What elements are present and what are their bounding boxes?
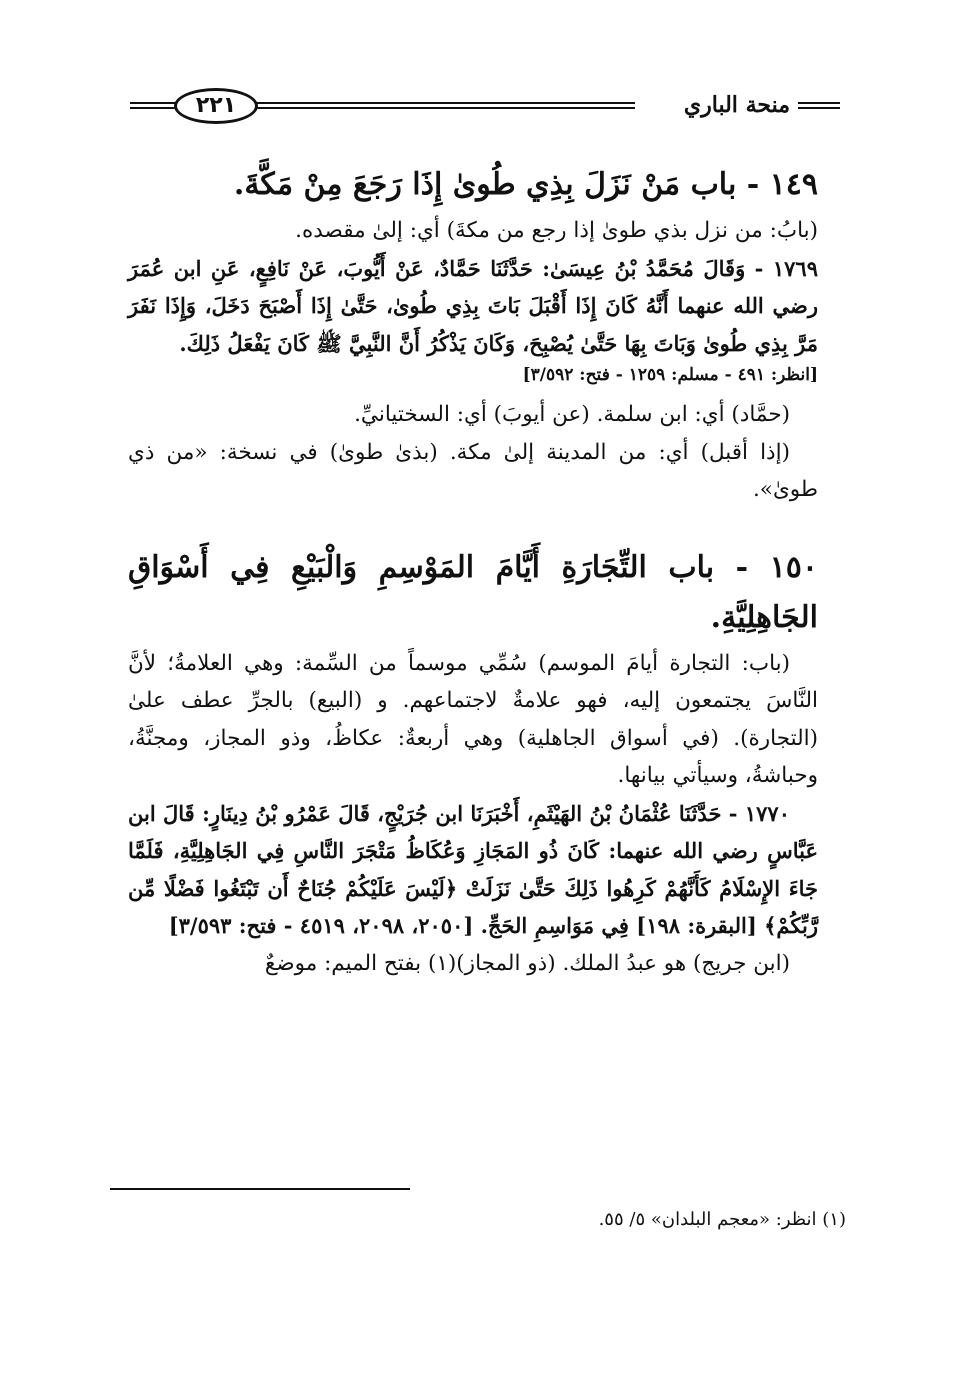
chapter-intro: (بابُ: من نزل بذي طوىٰ إذا رجع من مكةَ) أي: إلىٰ مقصده. — [295, 218, 818, 243]
section-150 — [128, 543, 818, 983]
header-rule-left — [130, 102, 176, 109]
running-header — [130, 88, 840, 128]
main-text — [128, 160, 818, 982]
commentary-paragraph: (حمَّاد) أي: ابن سلمة. (عن أيوبَ) أي: السختيانيِّ. — [354, 402, 790, 427]
header-rule-right — [798, 102, 840, 109]
section-149 — [128, 160, 818, 509]
hadith-reference: [انظر: ٤٩١ - مسلم: ١٢٥٩ - فتح: ٣/٥٩٢] — [522, 365, 818, 385]
chapter-title: ١٤٩ - باب مَنْ نَزَلَ بِذِي طُوىٰ إِذَا رَجَعَ مِنْ مَكَّةَ. — [233, 167, 818, 202]
chapter-title: ١٥٠ - باب التِّجَارَةِ أَيَّامَ المَوْسِمِ وَالْبَيْعِ فِي أَسْوَاقِ الجَاهِلِيَّةِ. — [128, 549, 818, 635]
header-rule-middle — [256, 102, 635, 109]
hadith-text: ١٧٦٩ - وَقَالَ مُحَمَّدُ بْنُ عِيسَىٰ: حَدَّثَنَا حَمَّادٌ، عَنْ أَيُّوبَ، عَنْ نَافِعٍ، عَنِ ابن عُمَرَ رضي الله عنهما أَنَّهُ كَانَ إِذَا أَقْبَلَ بَاتَ بِذِي طُوىٰ، حَتَّىٰ إِذَا أَصْبَحَ دَخَلَ، وَإِذَا نَفَرَ مَرَّ بِذِي طُوىٰ وَبَاتَ بِهَا حَتَّىٰ يُصْبِحَ، وَكَانَ يَذْكُرُ أَنَّ النَّبِيَّ ﷺ كَانَ يَفْعَلُ ذَلِكَ. — [128, 255, 818, 356]
commentary-paragraph: (ابن جريج) هو عبدُ الملك. (ذو المجاز)(١) بفتح الميم: موضعٌ — [264, 950, 790, 976]
footnote: (١) انظر: «معجم البلدان» ٥/ ٥٥. — [598, 1209, 846, 1230]
footnote-divider — [110, 1188, 410, 1190]
page-number: ٢٢١ — [174, 88, 258, 124]
hadith-text: ١٧٧٠ - حَدَّثَنَا عُثْمَانُ بْنُ الهَيْثَمِ، أَخْبَرَنَا ابن جُرَيْجٍ، قَالَ عَمْرُو بْنُ دِينَارٍ: قَالَ ابن عَبَّاسٍ رضي الله عنهما: كَانَ ذُو المَجَازِ وَعُكَاظُ مَتْجَرَ النَّاسِ فِي الجَاهِلِيَّةِ، فَلَمَّا جَاءَ الإِسْلَامُ كَأَنَّهُمْ كَرِهُوا ذَلِكَ حَتَّىٰ نَزَلَتْ ﴿لَيْسَ عَلَيْكُمْ جُنَاحٌ أَن تَبْتَغُوا فَضْلًا مِّن رَّبِّكُمْ﴾ [البقرة: ١٩٨] فِي مَوَاسِمِ الحَجِّ. [٢٠٥٠، ٢٠٩٨، ٤٥١٩ - فتح: ٣/٥٩٣] — [128, 800, 818, 938]
chapter-intro: (باب: التجارة أيامَ الموسم) سُمِّي موسماً من السِّمة: وهي العلامةُ؛ لأنَّ النَّاسَ يجتمعون إليه، فهو علامةٌ لاجتماعهم. و (البيع) بالجرِّ عطف علىٰ (التجارة). (في أسواق الجاهلية) وهي أربعةٌ: عكاظُ، وذو المجاز، ومجنَّةُ، وحباشةُ، وسيأتي بيانها. — [128, 650, 818, 788]
book-title: منحة الباري — [683, 92, 790, 118]
commentary-paragraph: (إذا أقبل) أي: من المدينة إلىٰ مكة. (بذىٰ طوىٰ) في نسخة: «من ذي طوىٰ». — [128, 439, 818, 502]
